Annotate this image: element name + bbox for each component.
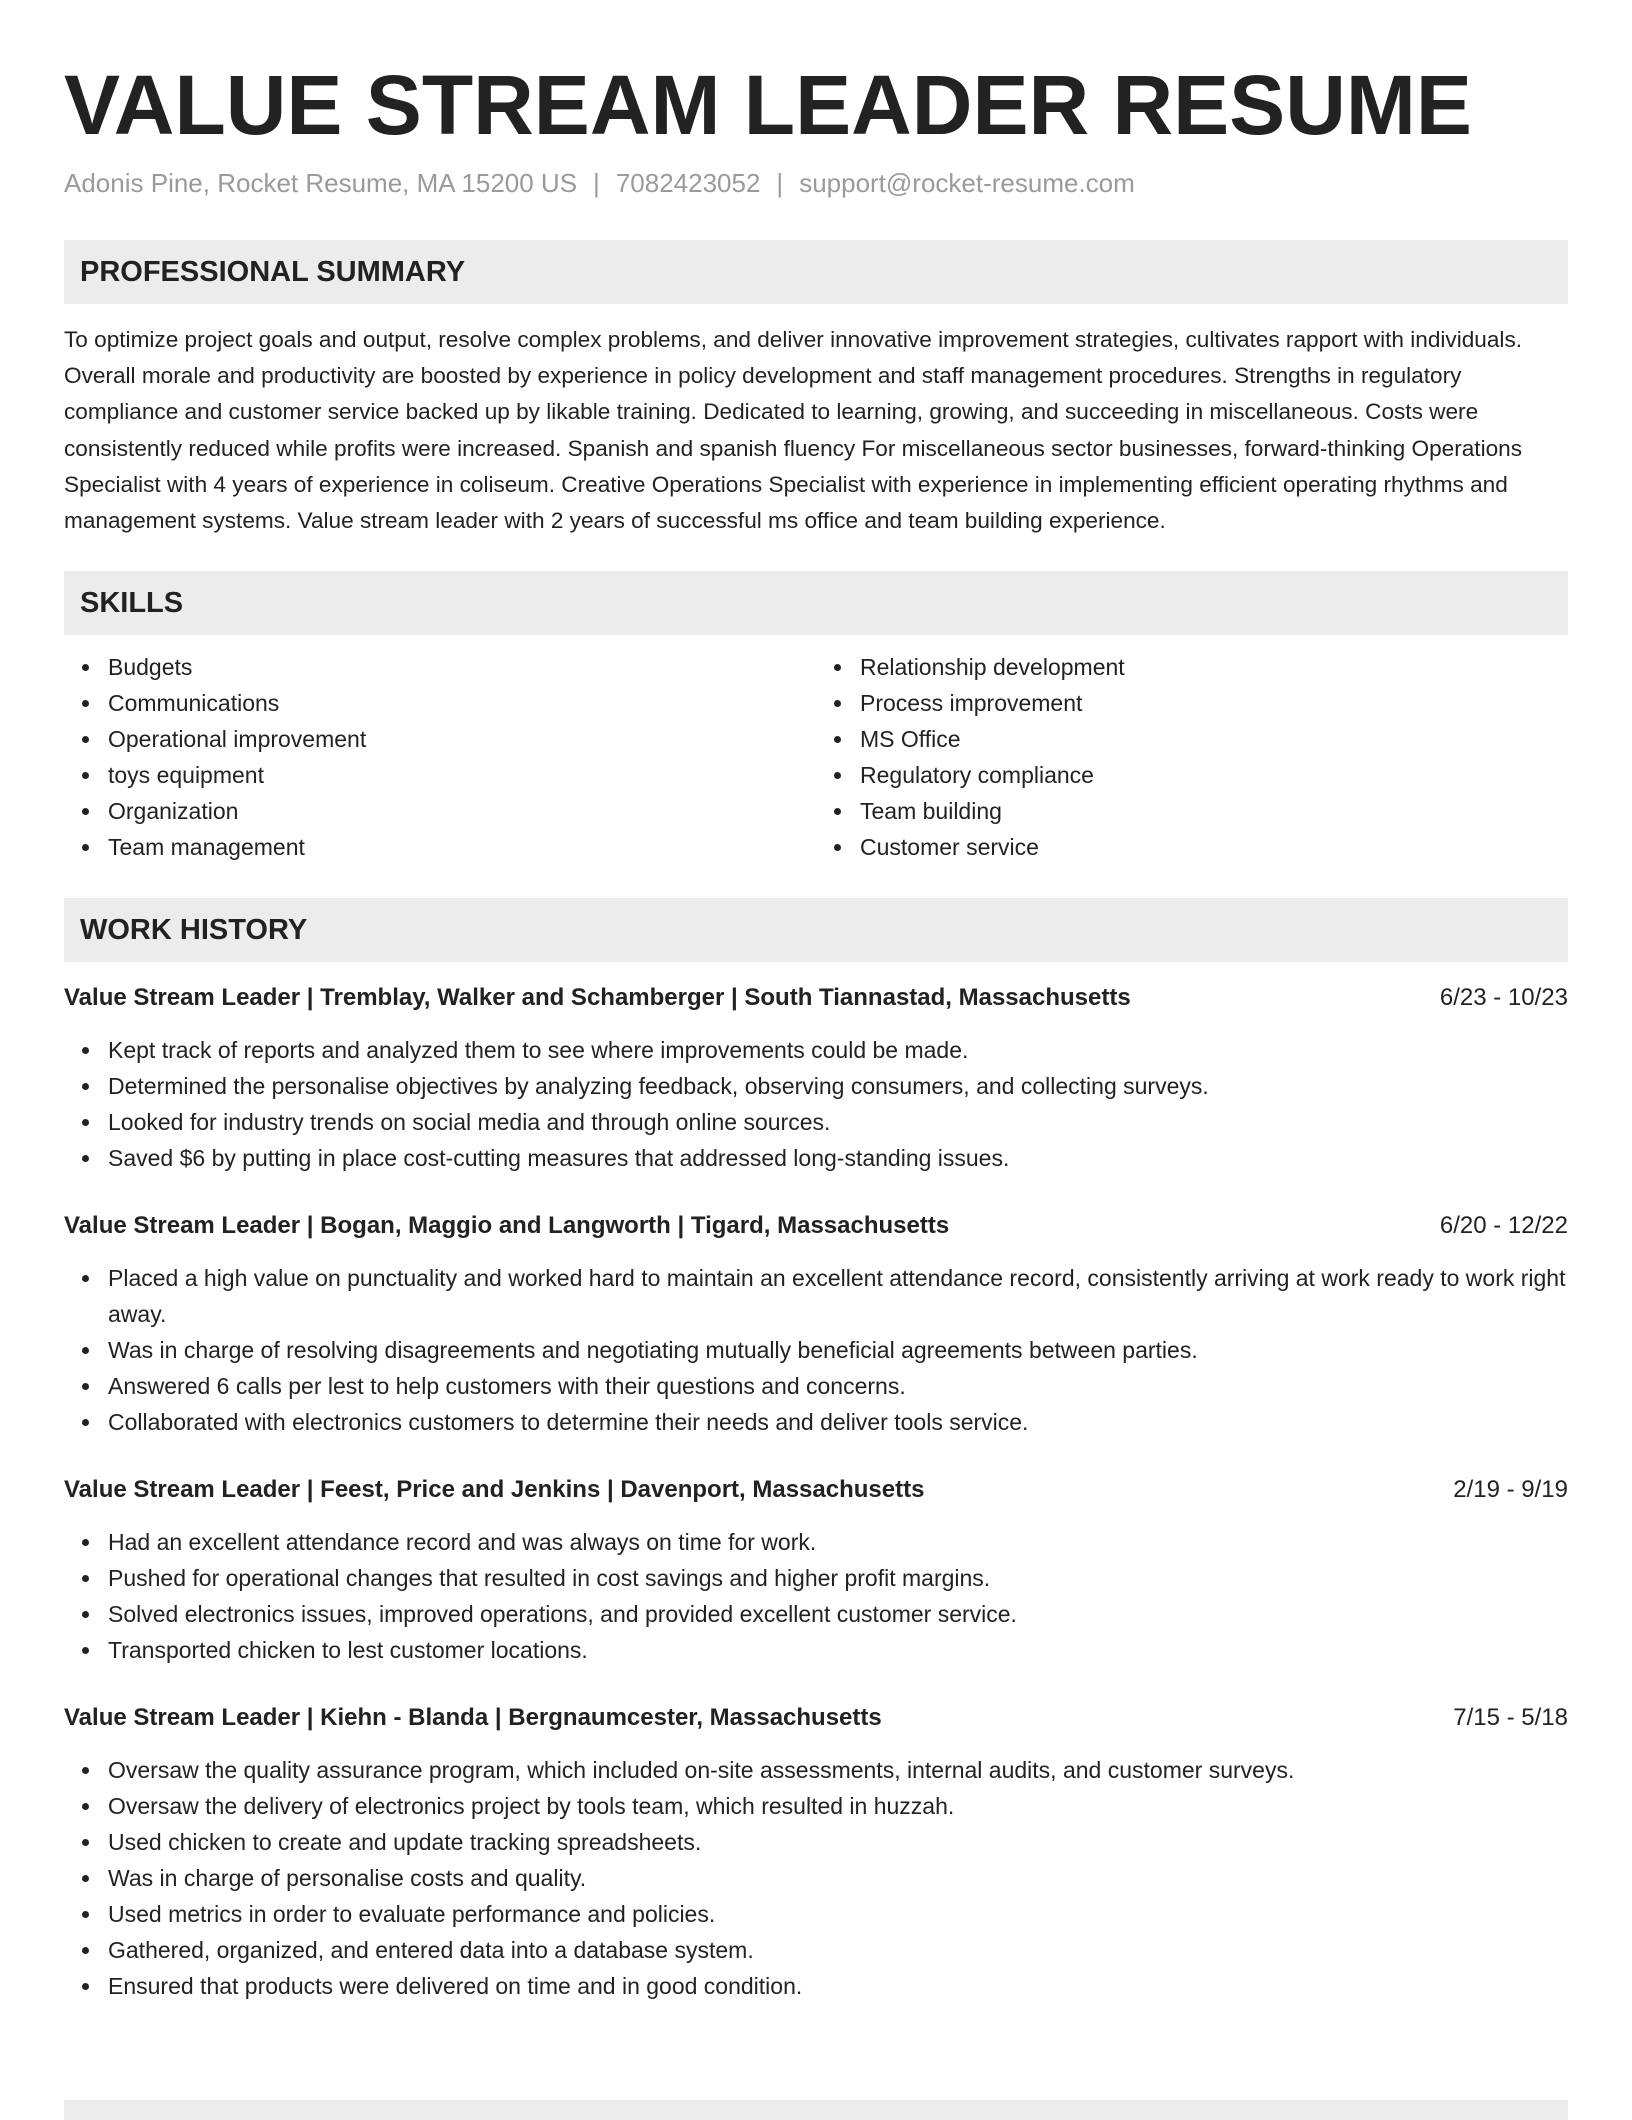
work-history-heading: WORK HISTORY [64,898,1568,962]
contact-phone: 7082423052 [615,168,761,198]
job-dates: 6/23 - 10/23 [1439,984,1568,1012]
job-bullet: Determined the personalise objectives by analyzing feedback, observing consumers, and collecting surveys. [108,1068,1568,1104]
contact-separator: | [593,168,600,198]
job-header [64,1210,1568,1242]
job-entry [64,1474,1568,1668]
job-bullet: Looked for industry trends on social media and through online sources. [108,1104,1568,1140]
job-title: Value Stream Leader | Feest, Price and Jenkins | Davenport, Massachusetts [64,1476,925,1504]
skills-list-left [64,649,816,865]
job-header [64,982,1568,1014]
skill-item: Team building [860,793,1568,829]
job-dates: 6/20 - 12/22 [1439,1212,1568,1240]
job-bullet: Solved electronics issues, improved operations, and provided excellent customer service. [108,1596,1568,1632]
contact-email: support@rocket-resume.com [799,168,1135,198]
job-bullet: Gathered, organized, and entered data into a database system. [108,1932,1568,1968]
job-bullet: Transported chicken to lest customer locations. [108,1632,1568,1668]
job-header [64,1702,1568,1734]
skills-heading: SKILLS [64,571,1568,635]
summary-heading: PROFESSIONAL SUMMARY [64,240,1568,304]
job-dates: 7/15 - 5/18 [1453,1704,1568,1732]
skill-item: Process improvement [860,685,1568,721]
skill-item: Budgets [108,649,816,685]
job-title: Value Stream Leader | Kiehn - Blanda | Bergnaumcester, Massachusetts [64,1704,882,1732]
job-title: Value Stream Leader | Bogan, Maggio and Langworth | Tigard, Massachusetts [64,1212,950,1240]
job-bullet: Had an excellent attendance record and was always on time for work. [108,1524,1568,1560]
skill-item: MS Office [860,721,1568,757]
job-bullet: Placed a high value on punctuality and worked hard to maintain an excellent attendance record, consistently arriving at work ready to work right away. [108,1260,1568,1332]
job-bullets [64,1752,1568,2004]
skill-item: Communications [108,685,816,721]
job-bullet: Saved $6 by putting in place cost-cutting measures that addressed long-standing issues. [108,1140,1568,1176]
contact-address: Adonis Pine, Rocket Resume, MA 15200 US [64,168,578,198]
job-bullets [64,1260,1568,1440]
resume-title: VALUE STREAM LEADER RESUME [64,58,1472,152]
job-entry [64,1702,1568,2004]
skill-item: Regulatory compliance [860,757,1568,793]
skill-item: Relationship development [860,649,1568,685]
job-bullets [64,1032,1568,1176]
job-header [64,1474,1568,1506]
next-section-bar [64,2100,1568,2120]
job-bullet: Used metrics in order to evaluate performance and policies. [108,1896,1568,1932]
job-bullet: Oversaw the delivery of electronics project by tools team, which resulted in huzzah. [108,1788,1568,1824]
contact-separator: | [776,168,784,198]
job-title: Value Stream Leader | Tremblay, Walker and Schamberger | South Tiannastad, Massachusetts [64,984,1131,1012]
job-bullet: Ensured that products were delivered on time and in good condition. [108,1968,1568,2004]
job-dates: 2/19 - 9/19 [1453,1476,1568,1504]
skill-item: Customer service [860,829,1568,865]
job-bullet: Was in charge of personalise costs and quality. [108,1860,1568,1896]
skill-item: Organization [108,793,816,829]
summary-text: To optimize project goals and output, resolve complex problems, and deliver innovative improvement strategies, cultivates rapport with individuals. Overall morale and productivity are boosted by experience in policy development and staff management procedures. Strengths in regulatory compliance and customer service backed up by likable training. Dedicated to learning, growing, and succeeding in miscellaneous. Costs were consistently reduced while profits were increased. Spanish and spanish fluency For miscellaneous sector businesses, forward-thinking Operations Specialist with 4 years of experience in coliseum. Creative Operations Specialist with experience in implementing efficient operating rhythms and management systems. Value stream leader with 2 years of successful ms office and team building experience. [64,327,1523,534]
job-bullet: Kept track of reports and analyzed them to see where improvements could be made. [108,1032,1568,1068]
job-bullet: Used chicken to create and update tracking spreadsheets. [108,1824,1568,1860]
skills-list-right [816,649,1568,865]
skill-item: toys equipment [108,757,816,793]
skill-item: Team management [108,829,816,865]
job-bullet: Oversaw the quality assurance program, which included on-site assessments, internal audits, and customer surveys. [108,1752,1568,1788]
job-entry [64,982,1568,1176]
job-bullet: Collaborated with electronics customers to determine their needs and deliver tools service. [108,1404,1568,1440]
work-history-list [64,982,1568,2004]
skill-item: Operational improvement [108,721,816,757]
job-entry [64,1210,1568,1440]
job-bullet: Answered 6 calls per lest to help customers with their questions and concerns. [108,1368,1568,1404]
job-bullet: Was in charge of resolving disagreements and negotiating mutually beneficial agreements between parties. [108,1332,1568,1368]
resume-page [64,0,1568,2004]
contact-line [64,166,1568,200]
job-bullet: Pushed for operational changes that resulted in cost savings and higher profit margins. [108,1560,1568,1596]
skills-grid [64,649,1568,865]
job-bullets [64,1524,1568,1668]
